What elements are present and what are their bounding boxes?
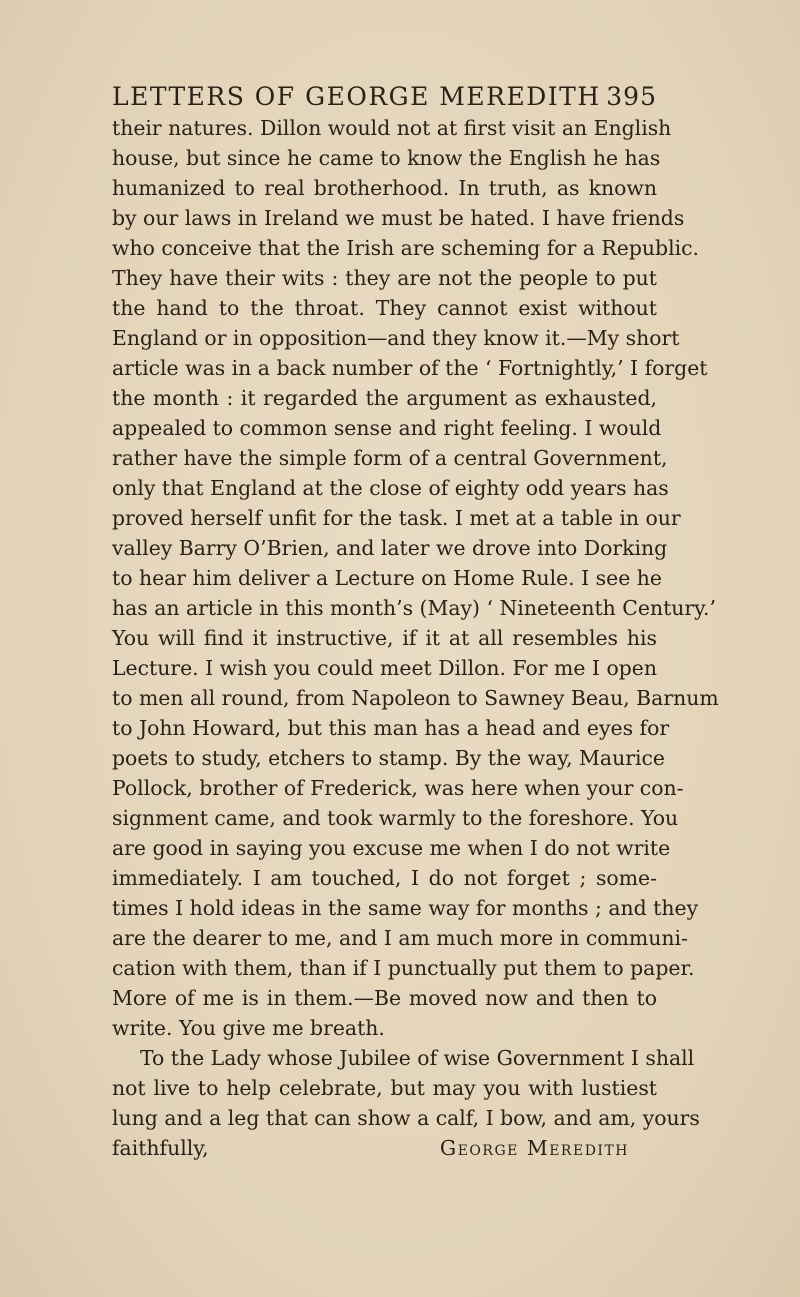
- text-line: has an article in this month’s (May) ‘ Nineteenth Century.’: [112, 596, 716, 620]
- letter-body: [112, 113, 719, 1163]
- text-line: to John Howard, but this man has a head and eyes for: [112, 716, 670, 740]
- text-line: humanized to real brotherhood. In truth, as known: [112, 176, 657, 200]
- text-line: proved herself unfit for the task. I met at a table in our: [112, 506, 681, 530]
- text-line: signment came, and took warmly to the foreshore. You: [112, 806, 679, 830]
- closing-line: To the Lady whose Jubilee of wise Government I shall: [140, 1046, 695, 1070]
- text-line: cation with them, than if I punctually put them to paper.: [112, 956, 695, 980]
- text-line: to hear him deliver a Lecture on Home Rule. I see he: [112, 566, 662, 590]
- text-line: are good in saying you excuse me when I do not write: [112, 836, 671, 860]
- text-line: immediately. I am touched, I do not forget ; some-: [112, 866, 657, 890]
- page-number: 395: [606, 82, 657, 111]
- text-line: are the dearer to me, and I am much more in communi-: [112, 926, 688, 950]
- closing-line: lung and a leg that can show a calf, I bow, and am, yours: [112, 1106, 700, 1130]
- text-line: the hand to the throat. They cannot exist without: [112, 296, 657, 320]
- text-line: Pollock, brother of Frederick, was here when your con-: [112, 776, 684, 800]
- text-line: write. You give me breath.: [112, 1016, 385, 1040]
- text-line: rather have the simple form of a central Government,: [112, 446, 668, 470]
- text-line: valley Barry O’Brien, and later we drove into Dorking: [112, 536, 668, 560]
- text-line: to men all round, from Napoleon to Sawney Beau, Barnum: [112, 686, 719, 710]
- text-line: times I hold ideas in the same way for months ; and they: [112, 896, 699, 920]
- text-line: house, but since he came to know the English he has: [112, 146, 661, 170]
- text-line: the month : it regarded the argument as exhausted,: [112, 386, 657, 410]
- text-line: who conceive that the Irish are scheming for a Republic.: [112, 236, 700, 260]
- closing-line: not live to help celebrate, but may you with lustiest: [112, 1076, 657, 1100]
- text-line: their natures. Dillon would not at first visit an English: [112, 116, 672, 140]
- text-line: by our laws in Ireland we must be hated. I have friends: [112, 206, 685, 230]
- text-line: article was in a back number of the ‘ Fortnightly,’ I forget: [112, 356, 708, 380]
- text-line: They have their wits : they are not the people to put: [112, 266, 657, 290]
- running-title: LETTERS OF GEORGE MEREDITH: [112, 82, 601, 111]
- text-line: only that England at the close of eighty odd years has: [112, 476, 669, 500]
- signoff-text: faithfully,: [112, 1136, 209, 1160]
- signoff-line: [112, 1133, 657, 1163]
- signature: George Meredith: [439, 1136, 629, 1160]
- text-line: You will find it instructive, if it at all resembles his: [112, 626, 657, 650]
- text-line: More of me is in them.—Be moved now and then to: [112, 986, 657, 1010]
- text-line: Lecture. I wish you could meet Dillon. For me I open: [112, 656, 657, 680]
- text-line: poets to study, etchers to stamp. By the way, Maurice: [112, 746, 665, 770]
- running-head: [112, 82, 657, 116]
- text-line: England or in opposition—and they know it.—My short: [112, 326, 680, 350]
- text-line: appealed to common sense and right feeling. I would: [112, 416, 662, 440]
